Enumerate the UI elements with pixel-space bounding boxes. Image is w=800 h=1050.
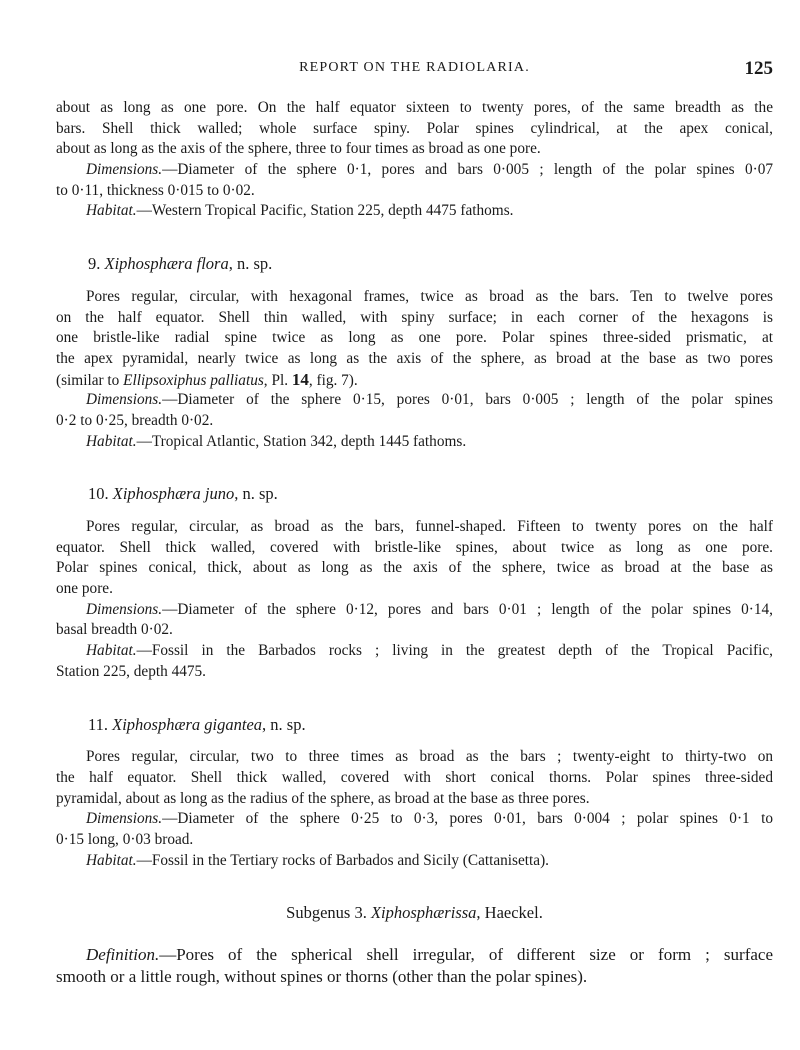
text-line (56, 966, 773, 988)
text-span: Pores regular, circular, two to three times as broad as the bars ; twenty-eight to thirty-two on (86, 748, 773, 766)
text-span: about as long as the axis of the sphere, three to four times as broad as one pore. (56, 140, 541, 158)
text-span: pyramidal, about as long as the radius of the sphere, as broad at the base as three pores. (56, 789, 590, 807)
text-line (56, 328, 773, 349)
subgenus-heading (56, 903, 773, 924)
italic-text: Habitat. (86, 432, 137, 450)
text-span: —Fossil in the Barbados rocks ; living in the greatest depth of the Tropical Pacific, (136, 642, 773, 660)
text-line (56, 620, 773, 641)
text-span: about as long as one pore. On the half equator sixteen to twenty pores, of the same breadth as the (56, 99, 773, 116)
italic-text: Definition. (86, 945, 160, 964)
species-heading (56, 715, 773, 736)
italic-text: Xiphosphæra juno (112, 484, 235, 504)
text-line (56, 747, 773, 768)
text-span: 0·15 long, 0·03 broad. (56, 830, 194, 848)
text-line (56, 349, 773, 370)
text-span: 10. (88, 484, 113, 504)
running-title: REPORT ON THE RADIOLARIA. (299, 60, 530, 75)
text-span: smooth or a little rough, without spines or thorns (other than the polar spines). (56, 967, 588, 986)
bold-text: 14 (291, 369, 309, 389)
italic-text: Dimensions. (86, 810, 163, 828)
text-line (56, 308, 773, 329)
text-line (56, 662, 773, 683)
para-paragraph (56, 98, 773, 160)
para-paragraph (56, 390, 773, 431)
text-span: —Diameter of the sphere 0·12, pores and bars 0·01 ; length of the polar spines 0·14, (162, 600, 773, 618)
text-line (56, 411, 773, 432)
italic-text: Dimensions. (86, 161, 163, 179)
para-paragraph (56, 201, 773, 222)
running-header (56, 58, 773, 80)
italic-text: Xiphosphæra flora (104, 254, 229, 274)
text-line (56, 98, 773, 119)
text-span: Subgenus 3. (286, 903, 371, 923)
text-span: to 0·11, thickness 0·015 to 0·02. (56, 181, 255, 199)
text-span: Pores regular, circular, as broad as the bars, funnel-shaped. Fifteen to twenty pores on the half (86, 518, 773, 535)
text-span: Station 225, depth 4475. (56, 662, 206, 680)
text-span: 11. (88, 714, 113, 734)
text-line (56, 600, 773, 621)
text-line (56, 558, 773, 579)
para-paragraph (56, 432, 773, 453)
italic-text: Habitat. (86, 202, 137, 220)
text-line (56, 517, 773, 538)
italic-text: Habitat. (86, 851, 137, 869)
text-span: —Diameter of the sphere 0·1, pores and bars 0·005 ; length of the polar spines 0·07 (162, 161, 773, 179)
text-span: equator. Shell thick walled, covered with bristle-like spines, about twice as long as one pore. (56, 538, 773, 556)
text-line (56, 160, 773, 181)
species-heading (56, 254, 773, 275)
text-span: —Diameter of the sphere 0·15, pores 0·01, bars 0·005 ; length of the polar spines (162, 391, 773, 409)
text-line (56, 851, 773, 872)
text-line (56, 201, 773, 222)
text-span: 0·2 to 0·25, breadth 0·02. (56, 411, 214, 429)
text-line (56, 538, 773, 559)
text-line (56, 944, 773, 966)
para-paragraph (56, 851, 773, 872)
text-span: on the half equator. Shell thin walled, with spiny surface; in each corner of the hexagons is (56, 308, 773, 326)
text-line (56, 139, 773, 160)
text-span: , fig. 7). (308, 371, 358, 389)
italic-text: Habitat. (86, 642, 137, 660)
text-span: bars. Shell thick walled; whole surface spiny. Polar spines cylindrical, at the apex conical, (56, 119, 773, 137)
text-span: —Fossil in the Tertiary rocks of Barbados and Sicily (Cattanisetta). (136, 851, 550, 869)
text-line (56, 254, 773, 275)
text-line (56, 390, 773, 411)
text-line (56, 809, 773, 830)
text-span: the half equator. Shell thick walled, covered with short conical thorns. Polar spines three-sided (56, 768, 773, 786)
text-span: the apex pyramidal, nearly twice as long as the axis of the sphere, as broad at the base as two pores (56, 349, 773, 367)
text-span: —Diameter of the sphere 0·25 to 0·3, pores 0·01, bars 0·004 ; polar spines 0·1 to (162, 810, 773, 828)
text-line (56, 119, 773, 140)
para-paragraph (56, 517, 773, 600)
text-span: —Pores of the spherical shell irregular, of different size or form ; surface (159, 945, 773, 964)
page-number: 125 (744, 58, 773, 79)
text-line (56, 181, 773, 202)
page-body (56, 98, 773, 988)
text-line (56, 432, 773, 453)
text-line (56, 579, 773, 600)
para-paragraph (56, 287, 773, 390)
text-span: 9. (88, 254, 105, 274)
text-span: (similar to (56, 371, 124, 389)
italic-text: Dimensions. (86, 391, 163, 409)
text-line (56, 370, 773, 391)
italic-text: Xiphosphæra gigantea (112, 714, 263, 734)
text-span: , n. sp. (262, 714, 306, 734)
definition-paragraph (56, 944, 773, 988)
para-paragraph (56, 600, 773, 641)
text-span: one bristle-like radial spine twice as long as one pore. Polar spines three-sided prismatic, at (56, 329, 773, 347)
text-line (56, 484, 773, 505)
text-span: Pores regular, circular, with hexagonal frames, twice as broad as the bars. Ten to twelve pores (86, 287, 773, 305)
text-span: , n. sp. (234, 484, 278, 504)
italic-text: Ellipsoxiphus palliatus (123, 371, 264, 389)
text-line (56, 287, 773, 308)
text-line (56, 641, 773, 662)
italic-text: Xiphosphærissa (370, 903, 477, 923)
italic-text: Dimensions. (86, 600, 163, 618)
text-line (56, 715, 773, 736)
para-paragraph (56, 809, 773, 850)
text-line (56, 768, 773, 789)
para-paragraph (56, 160, 773, 201)
text-span: —Western Tropical Pacific, Station 225, depth 4475 fathoms. (136, 202, 514, 220)
text-span: , Pl. (263, 371, 292, 389)
text-line (56, 903, 773, 924)
text-span: —Tropical Atlantic, Station 342, depth 1445 fathoms. (136, 432, 467, 450)
text-line (56, 830, 773, 851)
text-span: , n. sp. (228, 254, 273, 274)
text-span: basal breadth 0·02. (56, 621, 173, 639)
text-span: , Haeckel. (476, 903, 543, 923)
text-span: one pore. (56, 580, 113, 598)
text-span: Polar spines conical, thick, about as long as the axis of the sphere, twice as broad at the base as (56, 559, 773, 577)
species-heading (56, 484, 773, 505)
text-line (56, 789, 773, 810)
para-paragraph (56, 641, 773, 682)
para-paragraph (56, 747, 773, 809)
